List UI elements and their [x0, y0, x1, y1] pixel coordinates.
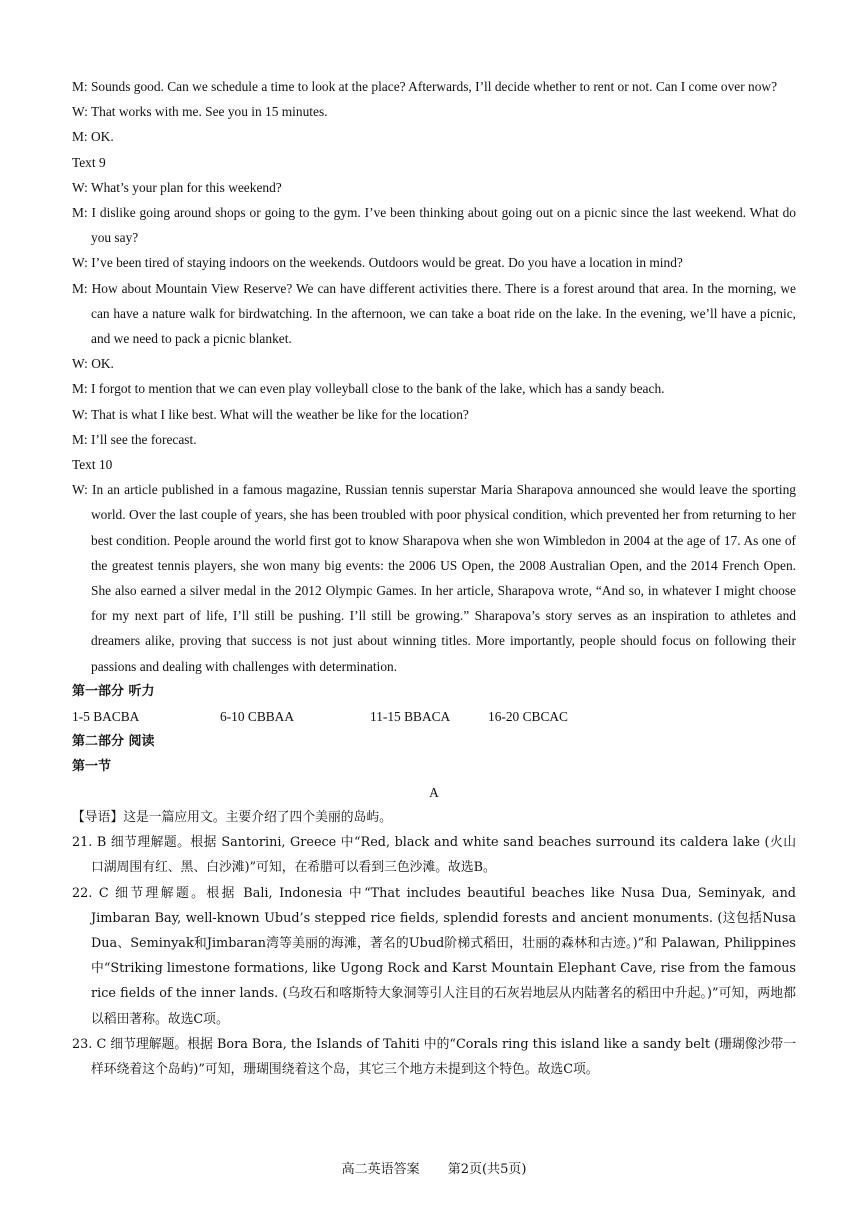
answer-group: 11-15 BBACA: [370, 709, 451, 725]
question-explanation-21: 21. B 细节理解题。根据 Santorini, Greece 中“Red, black and white sand beaches surround its caldera lake (火山口湖周围有红、黑、白沙滩)”可知，在希腊可以看到三色沙滩。故选B。: [72, 835, 796, 876]
dialogue-line: W: OK.: [72, 356, 114, 372]
question-explanation-22: 22. C 细节理解题。根据 Bali, Indonesia 中“That includes beautiful beaches like Nusa Dua, Seminyak, and Jimbaran Bay, well-known Ubud’s stepped rice fields, splendid forests and ancient monuments. (这包括Nusa Dua、Seminyak和Jimbaran湾等美丽的海滩，著名的Ubud阶梯式稻田，壮丽的森林和古迹。)”和 Palawan, Philippines 中“Striking limestone formations, like Ugong Rock and Karst Mountain Elephant Cave, rise from the famous rice fields of the inner lands. (乌玫石和喀斯特大象洞等引人注目的石灰岩地层从内陆著名的稻田中升起。)”可知，两地都以稻田著称。故选C项。: [72, 885, 796, 1027]
dialogue-line: M: OK.: [72, 129, 114, 145]
footer-page-number: 第2页(共5页): [447, 1162, 527, 1177]
question-explanation-23: 23. C 细节理解题。根据 Bora Bora, the Islands of Tahiti 中的“Corals ring this island like a sandy belt (珊瑚像沙带一样环绕着这个岛屿)”可知，珊瑚围绕着这个岛，其它三个地方未提到这个特色。故选C项。: [72, 1036, 796, 1077]
answer-group: 6-10 CBBAA: [220, 709, 295, 725]
page-footer: [0, 1158, 868, 1177]
text10-label: Text 10: [72, 457, 113, 473]
dialogue-line: M: I dislike going around shops or going to the gym. I’ve been thinking about going out on a picnic since the last weekend. What do you say?: [72, 205, 796, 246]
text9-label: Text 9: [72, 154, 106, 170]
listening-answers: [72, 704, 796, 729]
dialogue-line: W: That works with me. See you in 15 minutes.: [72, 104, 328, 120]
dialogue-line: M: I forgot to mention that we can even play volleyball close to the bank of the lake, which has a sandy beach.: [72, 381, 665, 397]
section1-heading: 第一节: [72, 759, 112, 775]
dialogue-line: W: I’ve been tired of staying indoors on the weekends. Outdoors would be great. Do you have a location in mind?: [72, 255, 683, 271]
answer-page: [72, 74, 796, 1082]
passage-label: A: [429, 784, 439, 800]
answer-group: 1-5 BACBA: [72, 709, 140, 725]
dialogue-line: M: I’ll see the forecast.: [72, 431, 197, 447]
dialogue-line: W: That is what I like best. What will the weather be like for the location?: [72, 406, 469, 422]
footer-title: 高二英语答案: [341, 1162, 420, 1177]
part1-heading: 第一部分 听力: [72, 683, 155, 699]
guide-text: 【导语】这是一篇应用文。主要介绍了四个美丽的岛屿。: [72, 809, 392, 825]
dialogue-line: M: How about Mountain View Reserve? We can have different activities there. There is a forest around that area. In the morning, we can have a nature walk for birdwatching. In the afternoon, we can take a boat ride on the lake. In the evening, we’ll have a picnic, and we need to pack a picnic blanket.: [72, 280, 796, 347]
dialogue-line: M: Sounds good. Can we schedule a time to look at the place? Afterwards, I’ll decide whether to rent or not. Can I come over now?: [72, 79, 778, 94]
text10-passage: W: In an article published in a famous magazine, Russian tennis superstar Maria Sharapova announced she would leave the sporting world. Over the last couple of years, she has been troubled with poor physical condition, which prevented her from returning to her best condition. People around the world first got to know Sharapova when she won Wimbledon in 2004 at the age of 17. As one of the greatest tennis players, she won many big events: the 2006 US Open, the 2008 Australian Open, and the 2014 French Open. She also earned a silver medal in the 2012 Olympic Games. In her article, Sharapova wrote, “And so, in whatever I might choose for my next part of life, I’ll still be pushing. I’ll still be growing.” Sharapova’s story serves as an inspiration to athletes and dreamers alike, proving that success is not just about winning titles. More importantly, people should focus on following their passions and dealing with challenges with determination.: [72, 482, 796, 674]
part2-heading: 第二部分 阅读: [72, 734, 155, 750]
answer-group: 16-20 CBCAC: [488, 709, 568, 725]
dialogue-line: W: What’s your plan for this weekend?: [72, 179, 282, 195]
